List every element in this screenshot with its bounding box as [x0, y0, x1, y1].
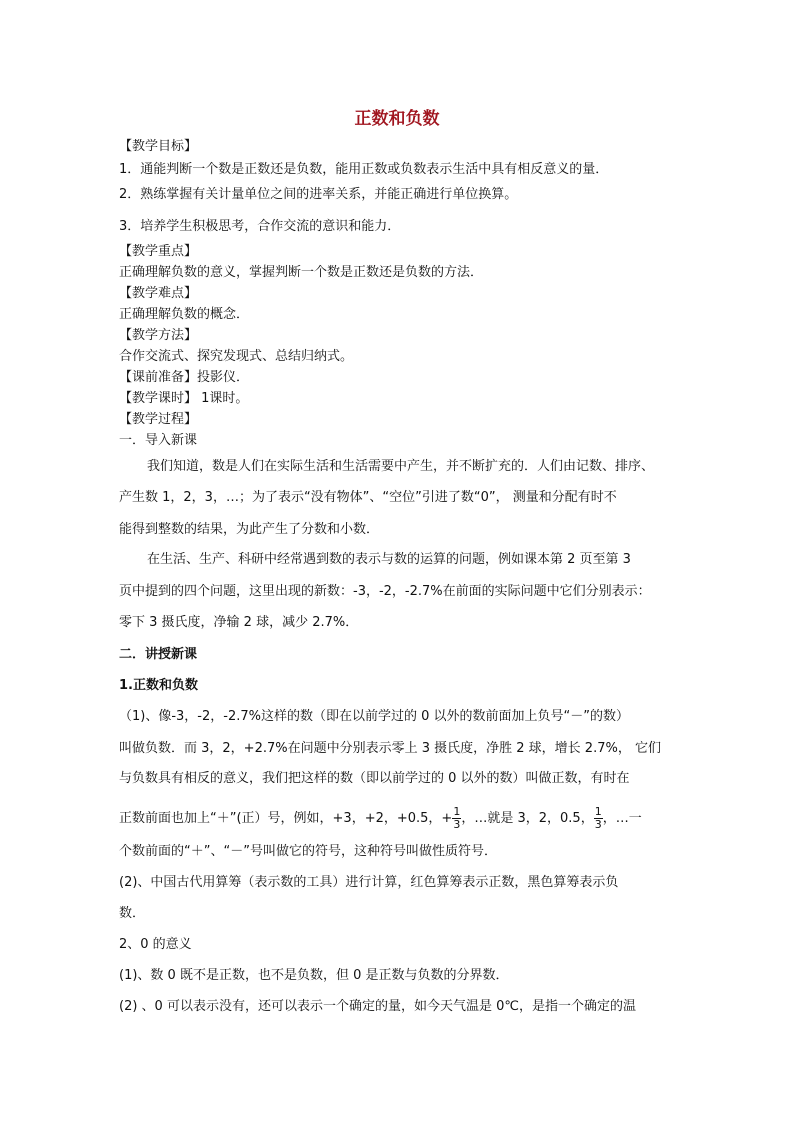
point-1-line-4-middle: ，…就是 3，2，0.5，: [461, 811, 594, 826]
fraction-denominator: 3: [453, 818, 461, 831]
goal-1: 1．通能判断一个数是正数还是负数，能用正数或负数表示生活中具有相反意义的量．: [119, 162, 609, 177]
topic-zero-meaning: 2、0 的意义: [119, 937, 192, 952]
point-1-line-1: （1)、像-3，-2，-2.7%这样的数（即在以前学过的 0 以外的数前面加上负号“－”的数）: [119, 709, 629, 724]
point-1-line-4: [119, 805, 642, 833]
topic-positive-negative: 1.正数和负数: [119, 678, 198, 693]
paragraph-1-line-2: 产生数 1，2，3，…；为了表示“没有物体”、“空位”引进了数“0”， 测量和分配有时不: [119, 490, 617, 505]
section-heading-key: 【教学重点】: [119, 244, 198, 259]
section-heading-difficulty: 【教学难点】: [119, 286, 198, 301]
key-point: 正确理解负数的意义，掌握判断一个数是正数还是负数的方法．: [119, 265, 484, 280]
fraction-one-third-2: [594, 806, 603, 831]
paragraph-1-line-3: 能得到整数的结果，为此产生了分数和小数．: [119, 522, 380, 537]
point-1-line-4-start: 正数前面也加上“＋”(正）号，例如，+3，+2，+0.5，+: [119, 811, 453, 826]
paragraph-2-line-3: 零下 3 摄氏度，净输 2 球，减少 2.7%．: [119, 615, 359, 630]
section-heading-method: 【教学方法】: [119, 328, 198, 343]
page-title: 正数和负数: [354, 109, 440, 129]
subsection-intro: 一．导入新课: [119, 433, 198, 448]
section-heading-process: 【教学过程】: [119, 412, 198, 427]
goal-3: 3．培养学生积极思考，合作交流的意识和能力．: [119, 219, 401, 234]
preparation: 【课前准备】投影仪．: [119, 370, 250, 385]
method: 合作交流式、探究发现式、总结归纳式。: [119, 349, 354, 364]
point-1-line-2: 叫做负数．而 3，2，+2.7%在问题中分别表示零上 3 摄氏度，净胜 2 球，增长 2.7%， 它们: [119, 741, 661, 756]
point-2-line-1: (2)、中国古代用算筹（表示数的工具）进行计算，红色算筹表示正数，黑色算筹表示负: [119, 875, 619, 890]
paragraph-1-line-1: 我们知道，数是人们在实际生活和生活需要中产生，并不断扩充的．人们由记数、排序、: [147, 459, 655, 474]
fraction-one-third: [452, 806, 461, 831]
zero-point-1: (1)、数 0 既不是正数，也不是负数，但 0 是正数与负数的分界数．: [119, 968, 509, 983]
paragraph-2-line-2: 页中提到的四个问题，这里出现的新数：-3，-2，-2.7%在前面的实际问题中它们分别表示：: [119, 584, 651, 599]
goal-2: 2．熟练掌握有关计量单位之间的进率关系，并能正确进行单位换算。: [119, 187, 518, 202]
point-1-line-3: 与负数具有相反的意义，我们把这样的数（即以前学过的 0 以外的数）叫做正数，有时在: [119, 771, 630, 786]
point-1-line-4-end: ，…一: [602, 811, 642, 826]
fraction-denominator: 3: [594, 818, 602, 831]
subsection-new-lesson: 二．讲授新课: [119, 647, 198, 662]
paragraph-2-line-1: 在生活、生产、科研中经常遇到数的表示与数的运算的问题，例如课本第 2 页至第 3: [147, 552, 631, 567]
fraction-numerator: 1: [594, 805, 602, 818]
fraction-numerator: 1: [453, 805, 461, 818]
class-hours: 【教学课时】 1课时。: [119, 391, 249, 406]
difficulty: 正确理解负数的概念．: [119, 307, 250, 322]
zero-point-2: (2) 、0 可以表示没有，还可以表示一个确定的量，如今天气温是 0℃，是指一个确定的温: [119, 999, 636, 1014]
point-1-line-5: 个数前面的“＋”、“－”号叫做它的符号，这种符号叫做性质符号．: [119, 844, 497, 859]
section-heading-goals: 【教学目标】: [119, 139, 198, 154]
point-2-line-2: 数．: [119, 906, 146, 921]
